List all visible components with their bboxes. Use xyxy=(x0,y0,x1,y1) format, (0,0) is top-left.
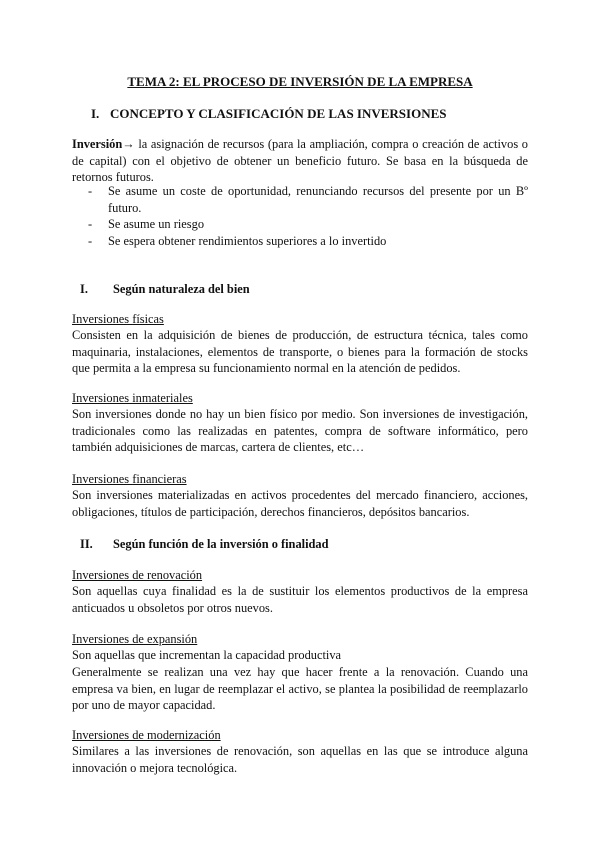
paragraph: Son aquellas que incrementan la capacidad productiva xyxy=(72,648,342,662)
subsection-title: Inversiones físicas xyxy=(72,312,164,326)
section-heading-text: CONCEPTO Y CLASIFICACIÓN DE LAS INVERSIONES xyxy=(110,106,447,121)
subsection-number: II. xyxy=(80,537,93,551)
subsection-title: Inversiones inmateriales xyxy=(72,391,193,405)
paragraph: Son aquellas cuya finalidad es la de sustituir los elementos productivos de la empresa anticuados u obsoletos por otros nuevos. xyxy=(72,584,528,615)
paragraph: Generalmente se realizan una vez hay que hacer frente a la renovación. Cuando una empresa va bien, en lugar de reemplazar el activo, se plantea la posibilidad de reemplazarlo por uno de mayor capacidad. xyxy=(72,665,528,712)
definition-text: → la asignación de recursos (para la ampliación, compra o creación de activos o de capital) con el objetivo de obtener un beneficio futuro. Se basa en la búsqueda de retornos futuros. xyxy=(72,137,528,184)
definition-bullet-list xyxy=(88,183,528,249)
definition-term: Inversión xyxy=(72,137,123,151)
subsection-heading-text: Según naturaleza del bien xyxy=(113,282,250,296)
definition-paragraph xyxy=(72,136,528,186)
subsection-title: Inversiones de expansión xyxy=(72,632,198,646)
paragraph: Son inversiones donde no hay un bien físico por medio. Son inversiones de investigación, tradicionales como las realizadas en patentes, compra de software informático, pero también adquisiciones de marcas, cartera de clientes, etc… xyxy=(72,407,528,454)
document-title: TEMA 2: EL PROCESO DE INVERSIÓN DE LA EMPRESA xyxy=(127,74,473,89)
subsection-number: I. xyxy=(80,282,88,296)
list-item: - Se espera obtener rendimientos superiores a lo invertido xyxy=(88,233,387,248)
subsection-title: Inversiones de modernización xyxy=(72,728,221,742)
subsection-heading-funcion xyxy=(80,536,329,553)
paragraph: Similares a las inversiones de renovación, son aquellas en las que se introduce alguna innovación o mejora tecnológica. xyxy=(72,744,528,775)
subsection-title: Inversiones financieras xyxy=(72,472,187,486)
subsection-heading-text: Según función de la inversión o finalidad xyxy=(113,537,329,551)
list-item: - Se asume un coste de oportunidad, renunciando recursos del presente por un Bº futuro. xyxy=(88,184,528,215)
section-heading-concepto xyxy=(91,106,447,123)
section-number: I. xyxy=(91,106,100,121)
subsection-heading-naturaleza xyxy=(80,281,250,298)
list-item: - Se asume un riesgo xyxy=(88,217,205,231)
subsection-title: Inversiones de renovación xyxy=(72,568,203,582)
paragraph: Consisten en la adquisición de bienes de producción, de estructura técnica, tales como maquinaria, instalaciones, elementos de transporte, o bienes para la formación de stocks que permita a la empresa su funcionamiento normal en la atención de pedidos. xyxy=(72,328,528,375)
paragraph: Son inversiones materializadas en activos procedentes del mercado financiero, acciones, obligaciones, títulos de participación, derechos financieros, depósitos bancarios. xyxy=(72,488,528,519)
